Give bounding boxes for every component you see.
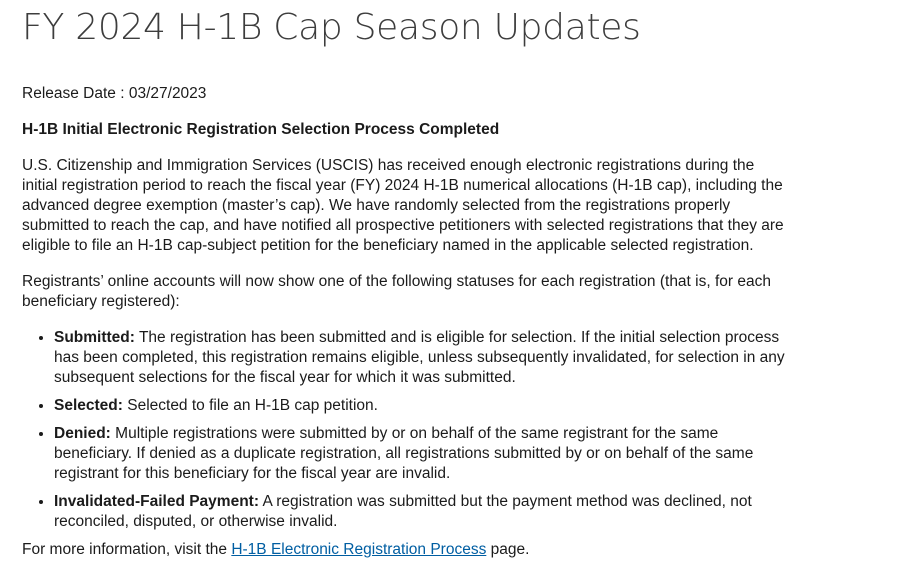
more-info-suffix: page. [490,541,530,558]
page-title: FY 2024 H-1B Cap Season Updates [22,7,641,48]
article-body [22,84,792,560]
more-info-prefix: For more information, visit the [22,541,228,558]
list-item [54,424,792,484]
statuses-intro-paragraph: Registrants’ online accounts will now show one of the following statuses for each registration (that is, for each beneficiary registered): [22,273,771,310]
list-item [54,396,792,416]
status-list [22,328,792,532]
release-date-value: 03/27/2023 [128,85,207,102]
status-term-selected: Selected: [54,397,123,414]
status-desc: The registration has been submitted and is eligible for selection. If the initial selection process has been completed, this registration remains eligible, unless subsequently invalidated, for selection in any subsequent selections for the fiscal year for which it was submitted. [54,329,785,386]
list-item [54,328,792,388]
intro-paragraph: U.S. Citizenship and Immigration Services (USCIS) has received enough electronic registrations during the initial registration period to reach the fiscal year (FY) 2024 H-1B numerical allocations (H-1B cap), including the advanced degree exemption (master’s cap). We have randomly selected from the registrations properly submitted to reach the cap, and have notified all prospective petitioners with selected registrations that they are eligible to file an H-1B cap-subject petition for the beneficiary named in the applicable selected registration. [22,157,784,254]
article-subheading: H-1B Initial Electronic Registration Selection Process Completed [22,121,500,138]
status-desc: Multiple registrations were submitted by or on behalf of the same registrant for the same beneficiary. If denied as a duplicate registration, all registrations submitted by or on behalf of the same registrant for this beneficiary for the fiscal year are invalid. [54,425,754,482]
status-desc: Selected to file an H-1B cap petition. [127,397,378,414]
release-date-label: Release Date : [22,85,125,102]
list-item [54,492,792,532]
status-term-submitted: Submitted: [54,329,135,346]
status-term-invalidated: Invalidated-Failed Payment: [54,493,259,510]
status-term-denied: Denied: [54,425,111,442]
status-desc: A registration was submitted but the payment method was declined, not reconciled, disputed, or otherwise invalid. [54,493,752,530]
h1b-registration-process-link[interactable]: H-1B Electronic Registration Process [231,541,487,558]
more-info-paragraph [22,540,792,560]
release-date-line [22,84,792,104]
